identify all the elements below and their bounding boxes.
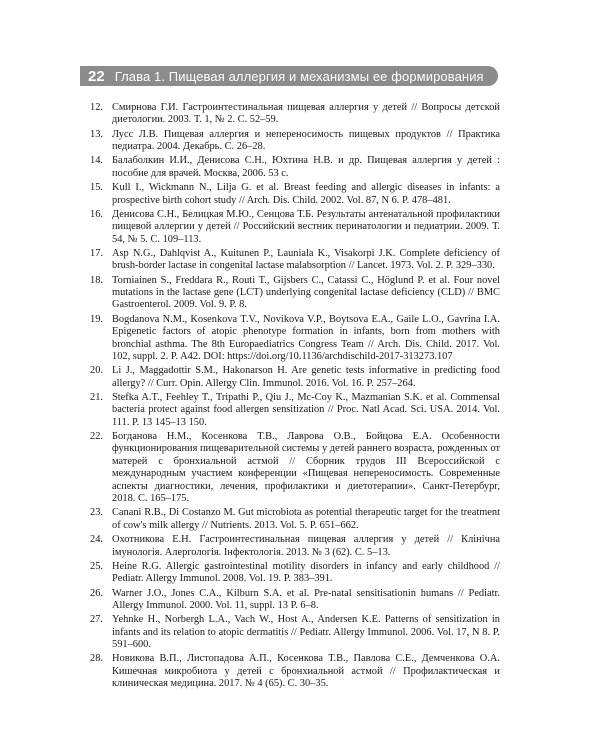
reference-text: Stefka A.T., Feehley T., Tripathi P., Qiu J., Mc-Coy K., Mazmanian S.K. et al. Commensal bacteria protect against food allergen sensitization // Proc. Natl Acad. Sci. USA. 2014. Vol. 111. P. 13 145–13 150. bbox=[112, 391, 500, 428]
reference-item bbox=[90, 248, 500, 273]
reference-text: Canani R.B., Di Costanzo M. Gut microbiota as potential therapeutic target for the treatment of cow's milk allergy // Nutrients. 2013. Vol. 5. P. 651–662. bbox=[112, 507, 500, 531]
reference-number: 25. bbox=[90, 560, 103, 572]
reference-text: Heine R.G. Allergic gastrointestinal motility disorders in infancy and early childhood // Pediatr. Allergy Immunol. 2008. Vol. 19. P. 383–391. bbox=[112, 560, 500, 585]
reference-item bbox=[90, 614, 500, 651]
reference-item bbox=[90, 431, 500, 505]
reference-number: 13. bbox=[90, 128, 103, 140]
reference-number: 18. bbox=[90, 274, 103, 286]
reference-text: Охотникова Е.Н. Гастроинтестинальная пищевая аллергия у детей // Клінічна імунологія. Алергологія. Інфектологія. 2013. № 3 (62). С. 5–13. bbox=[112, 534, 500, 558]
reference-text: Asp N.G., Dahlqvist A., Kuitunen P., Launiala K., Visakorpi J.K. Complete deficiency of brush-border lactase in congenital lactase malabsorption // Lancet. 1973. Vol. 2. P. 329–330. bbox=[112, 247, 500, 272]
reference-item bbox=[90, 561, 500, 586]
page-number: 22 bbox=[88, 67, 105, 85]
reference-item bbox=[90, 392, 500, 429]
reference-number: 23. bbox=[90, 507, 103, 519]
reference-item bbox=[90, 155, 500, 180]
reference-text: Лусс Л.В. Пищевая аллергия и непереносимость пищевых продуктов // Практика педиатра. 2004. Декабрь. С. 26–28. bbox=[112, 128, 500, 153]
reference-number: 15. bbox=[90, 182, 103, 194]
reference-item bbox=[90, 182, 500, 207]
reference-number: 27. bbox=[90, 614, 103, 626]
reference-text: Богданова Н.М., Косенкова Т.В., Лаврова О.В., Бойцова Е.А. Особенности функционирования пищеварительной системы у детей раннего возраста, рожденных от матерей с бронхиальной астмой // Сборник трудов III Всероссийской с международным участием конференции «Пищевая непереносимость. Современные аспекты диагностики, лечения, профилактики и диетотерапии». Санкт-Петербург, 2018. С. 165–175. bbox=[112, 431, 501, 505]
reference-item bbox=[90, 365, 500, 390]
chapter-header-bar bbox=[80, 66, 498, 86]
reference-text: Torniainen S., Freddara R., Routi T., Gijsbers C., Catassi C., Höglund P. et al. Four novel mutations in the lactase gene (LCT) underlying congenital lactase deficiency (CLD) // BMC Gastroenterol. 2009. Vol. 9. P. 8. bbox=[112, 274, 500, 311]
reference-number: 14. bbox=[90, 155, 103, 167]
reference-text: Bogdanova N.M., Kosenkova T.V., Novikova V.P., Boytsova E.A., Gaile L.O., Gavrina I.A. Epigenetic factors of atopic phenotype formation in infants, born from mothers with bronchial asthma. The 8th Europaediatrics Congress Team // Arch. Dis. Child. 2017. Vol. 102, suppl. 2. P. A42. DOI: https://doi.org/10.1136/archdischild-2017-313273.107 bbox=[112, 313, 500, 362]
reference-number: 16. bbox=[90, 208, 103, 220]
reference-item bbox=[90, 102, 500, 127]
reference-number: 19. bbox=[90, 313, 103, 325]
reference-item bbox=[90, 588, 500, 613]
reference-text: Балаболкин И.И., Денисова С.Н., Юхтина Н.В. и др. Пищевая аллергия у детей : пособие для врачей. Москва, 2006. 53 с. bbox=[112, 155, 500, 179]
reference-list bbox=[90, 102, 500, 692]
reference-item bbox=[90, 534, 500, 559]
reference-item bbox=[90, 314, 500, 364]
reference-number: 21. bbox=[90, 391, 103, 403]
reference-text: Yehnke H., Norbergh L.A., Vach W., Host A., Andersen K.E. Patterns of sensitization in infants and its relation to atopic dermatitis // Pediatr. Allergy Immunol. 2006. Vol. 17, N 8. P. 591–600. bbox=[112, 614, 500, 651]
reference-text: Warner J.O., Jones C.A., Kilburn S.A. et al. Pre-natal sensitisationin humans // Pediatr. Allergy Immunol. 2000. Vol. 11, suppl. 13 P. 6–8. bbox=[112, 587, 500, 611]
reference-number: 22. bbox=[90, 431, 103, 443]
reference-item bbox=[90, 209, 500, 246]
reference-number: 17. bbox=[90, 247, 103, 259]
reference-item bbox=[90, 129, 500, 154]
reference-number: 26. bbox=[90, 587, 103, 599]
reference-text: Kull I., Wickmann N., Lilja G. et al. Breast feeding and allergic diseases in infants: a prospective birth cohort study // Arch. Dis. Child. 2002. Vol. 87, N 6. P. 478–481. bbox=[112, 182, 500, 206]
reference-number: 24. bbox=[90, 534, 103, 546]
reference-text: Денисова С.Н., Белицкая М.Ю., Сенцова Т.Б. Результаты антенатальной профилактики пищевой аллергии у детей // Российский вестник перинатологии и педиатрии. 2009. Т. 54, № 5. С. 109–113. bbox=[112, 208, 500, 245]
reference-number: 28. bbox=[90, 653, 103, 665]
reference-item bbox=[90, 275, 500, 312]
reference-text: Li J., Maggadottir S.M., Hakonarson H. Are genetic tests informative in predicting food allergy? // Curr. Opin. Allergy Clin. Immunol. 2016. Vol. 16. P. 257–264. bbox=[112, 365, 500, 389]
reference-number: 20. bbox=[90, 365, 103, 377]
reference-number: 12. bbox=[90, 102, 103, 113]
chapter-title: Глава 1. Пищевая аллергия и механизмы ее формирования bbox=[114, 68, 484, 84]
reference-text: Новикова В.П., Листопадова А.П., Косенкова Т.В., Павлова С.Е., Демченкова О.А. Кишечная микробиота у детей с бронхиальной астмой // Профилактическая и клиническая медицина. 2017. № 4 (65). С. 30–35. bbox=[112, 653, 500, 690]
reference-text: Смирнова Г.И. Гастроинтестинальная пищевая аллергия у детей // Вопросы детской диетологии. 2003. Т. 1, № 2. С. 52–59. bbox=[112, 102, 500, 126]
reference-item bbox=[90, 653, 500, 690]
reference-item bbox=[90, 507, 500, 532]
